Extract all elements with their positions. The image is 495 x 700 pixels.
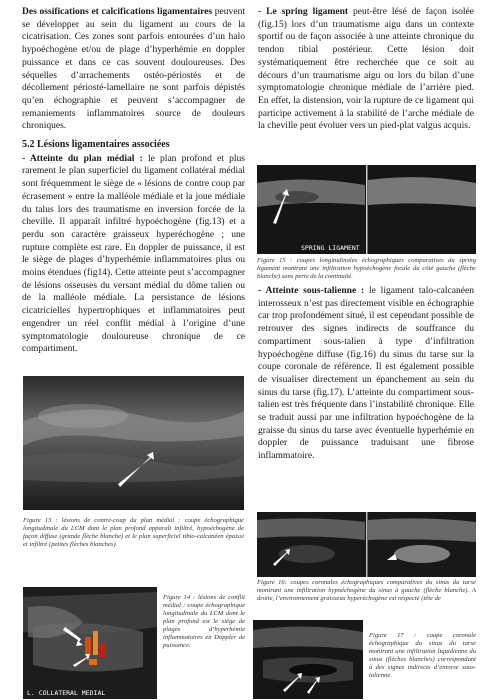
left-paragraph-medial — [22, 153, 245, 356]
figure-13-caption: Figure 13 : lésions de contre-coup du plan médial : coupe échographique longitudinale du LCM dont le plan profond apparaît infiltré, hypoéchogène de façon diffuse (grande flèche blanche) et le plan superficiel tibio-calcanéen épaissi et infiltré (petites flèches blanches). — [23, 517, 244, 548]
figure-16-caption: Figure 16: coupes coronales échographiques comparatives du sinus du tarse montrant une infiltration hypoéchogène du sinus à gauche (flèche blanche). A droite, l’environnement graisseux hyperéchogène est respecté (tête de — [257, 579, 476, 602]
figure-15-caption: Figure 15 : coupes longitudinales échographiques comparatives du spring ligament montrant une infiltration hypoéchogène focale du côté gauche (flèche blanche) sans perte de la continuité. — [257, 257, 476, 280]
right-paragraph-subtalar — [258, 285, 474, 463]
spring-text: peut-être lésé de façon isolée (fig.15) lors d’un traumatisme aigu dans un contexte sportif ou de façon associée à une atteinte chronique du tendon tibial postérieur. Cette lésion doit systématiquement être recherchée que ce soit au décours d’un traumatisme aigu ou lors du bilan d’une symptomatologie chronique médiale de l’arrière pied. En effet, la distension, voir la rupture de ce ligament qui participe activement à la stabilité de l’arche médiale de la cheville peut évoluer vers un pied-plat valgus acquis. — [258, 6, 474, 132]
figure-14-ultrasound — [23, 587, 157, 699]
figure-17-ultrasound — [253, 620, 363, 699]
ossifications-text: peuvent se développer au sein du ligament au cours de la cicatrisation. Ces zones sont parfois entourées d’un halo hypoéchogène et/ou de plage d’hyperhémie en doppler puissance et dans ce cas souvent douloureuses. Des séquelles d’arrachements ostéo-périostés et de décollement périosté-lamellaire ne sont parfois dépistés qu’en échographie et peuvent s’accompagner de remaniements inflammatoires source de douleurs chroniques. — [22, 6, 245, 132]
ossifications-heading: Des ossifications et calcifications ligamentaires — [22, 6, 213, 17]
medial-heading: - Atteinte du plan médial : — [22, 152, 143, 164]
figure-15-image — [257, 165, 476, 254]
left-paragraph-ossifications — [22, 6, 245, 133]
figure-13-ultrasound — [23, 376, 244, 510]
left-column — [22, 6, 245, 362]
subtalar-heading: - Atteinte sous-talienne : — [258, 285, 365, 296]
figure-13-image — [23, 376, 244, 510]
section-title: 5.2 Lésions ligamentaires associées — [22, 139, 170, 151]
figure-17-caption: Figure 17 : coupe coronale échographique du sinus du tarse montrant une infiltration liquidienne du sinus (flèches blanches) correspondant à des signes indirects d’entorse sous-talienne. — [369, 632, 476, 679]
figure-15-label: SPRING LIGAMENT — [301, 244, 360, 252]
right-column-top — [258, 6, 474, 139]
right-paragraph-spring — [258, 6, 474, 133]
spring-heading: - Le spring ligament — [258, 6, 349, 17]
medial-text: le plan profond et plus rarement le plan superficiel du ligament collatéral médial sont fréquemment le siège de « lésions de contre coup par écrasement » entre la malléole médiale et la joue médiale du talus lors des traumatisme en inversion forcée de la cheville. Il apparaît infiltré hypoéchogène (fig.13) et a perdu son caractère graisseux hyperéchogène ; une rupture complète est rare. En doppler de puissance, il est le siège de plages d’hyperhémie inflammatoires plus ou moins étendues (fig14). Cette atteinte peut s’accompagner de lésions osseuses du versant médial du dôme talien ou de la malléole médiale. La persistance de lésions cicatricielles hypertrophiques et inflammatoires peut engendrer un réel conflit médial à l’origine d’une symptomatologie douloureuse chronique de ce compartiment. — [22, 152, 245, 355]
figure-14-image — [23, 587, 157, 699]
subtalar-text: le ligament talo-calcanéen interosseux n’est pas directement visible en échographie car trop profondément situé, il est cependant possible de retrouver des signes indirects de souffrance du compartiment sous-talien à type d’infiltration hypoéchogène diffuse (fig.16) du sinus du tarse sur la coupe coronale de référence. Il est également possible de visualiser directement un épanchement au sein du sinus du tarse (fig.17). L’atteinte du compartiment sous-talien est très fréquente dans l’instabilité chronique. Elle se traduit aussi par une infiltration hypoéchogène de la graisse du sinus du tarse avec éventuelle hyperhémie en doppler de puissance traduisant une fibrose inflammatoire. — [258, 285, 475, 462]
figure-14-caption: Figure 14 : lésions de conflit médial : coupe échographique longitudinale du LCM dont le plan profond est le siège de plages d’hyperhémie inflammatoires en Doppler de puissance. — [163, 594, 245, 649]
right-column-middle — [258, 285, 474, 469]
figure-17-image — [253, 620, 363, 699]
figure-15-ultrasound — [257, 165, 476, 254]
figure-16-ultrasound — [257, 512, 476, 577]
figure-16-image — [257, 512, 476, 577]
figure-14-label: L. COLLATERAL MEDIAL — [27, 689, 106, 697]
